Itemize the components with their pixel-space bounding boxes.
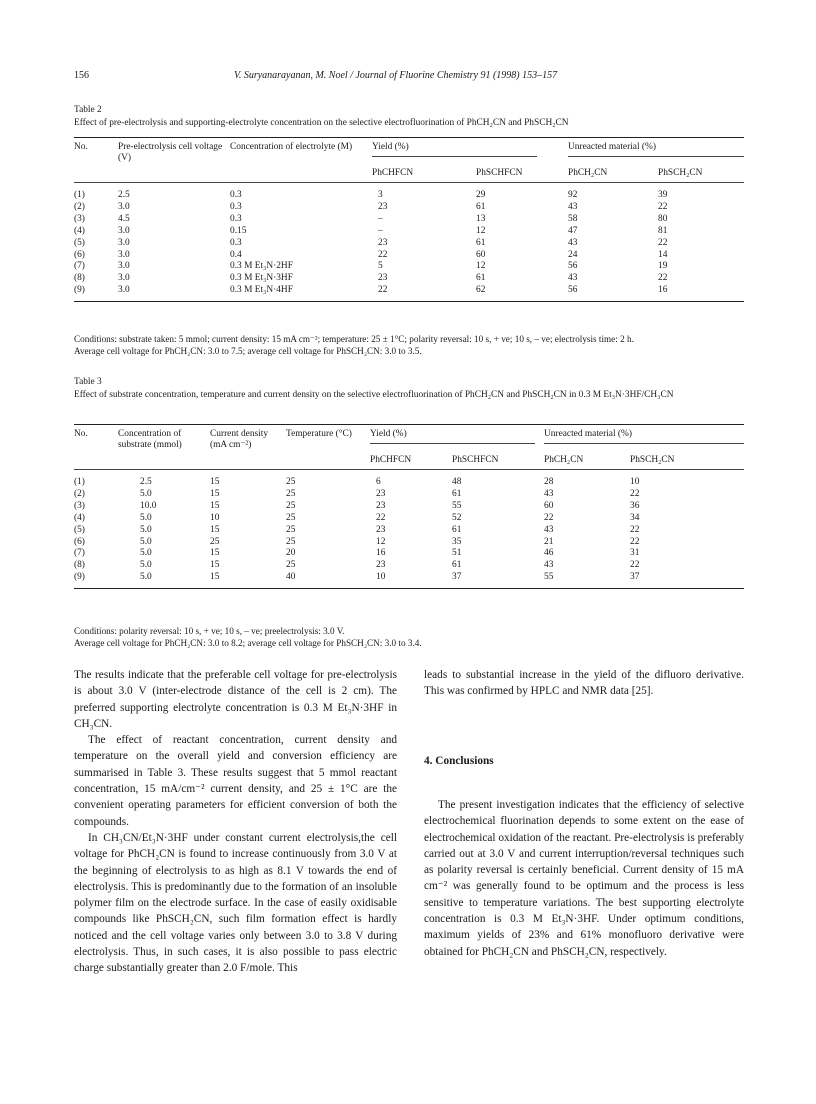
body-left-column <box>74 667 397 977</box>
table-cell: (4) <box>74 512 85 523</box>
table2-header-voltage: Pre-electrolysis cell voltage (V) <box>118 138 230 165</box>
table-cell: 61 <box>476 237 486 248</box>
table-cell: 23 <box>378 273 388 284</box>
table3-subheader: PhCH₂CN <box>544 451 630 470</box>
table-cell: 46 <box>544 548 554 559</box>
table-cell: (1) <box>74 477 85 487</box>
table-cell: (3) <box>74 500 85 511</box>
table-cell: 23 <box>378 201 388 212</box>
table-cell: 25 <box>286 500 296 511</box>
table-row <box>74 202 744 214</box>
table-row <box>74 525 744 537</box>
table-cell: 5.0 <box>140 548 152 559</box>
table-cell: 0.4 <box>230 249 242 260</box>
table-cell: 25 <box>286 488 296 499</box>
table-cell: 80 <box>658 213 668 224</box>
table-cell: 25 <box>286 512 296 523</box>
table-cell: 36 <box>630 500 640 511</box>
table-cell: 22 <box>658 237 668 248</box>
table-row <box>74 548 744 560</box>
table-row <box>74 285 744 301</box>
table-cell: 3.0 <box>118 273 130 284</box>
table-cell: (5) <box>74 237 85 248</box>
table-cell: 22 <box>630 524 640 535</box>
table2-subheader: PhCHFCN <box>372 164 476 183</box>
table-row <box>74 183 744 202</box>
table-cell: 3.0 <box>118 285 230 301</box>
table-cell: 0.3 <box>230 190 242 200</box>
table3-header-unreacted: Unreacted material (%) <box>544 429 744 444</box>
table-cell: (6) <box>74 536 85 547</box>
table-cell: (8) <box>74 273 85 284</box>
table-cell: (8) <box>74 560 85 571</box>
table-cell: 15 <box>210 500 220 511</box>
table2-label: Table 2 <box>74 105 102 115</box>
table-cell: 56 <box>568 285 658 301</box>
paragraph: The results indicate that the preferable cell voltage for pre-electrolysis is about 3.0 V (inter-electrode distance of the cell is 2 cm). The preferred supporting electrolyte concentration is 0.3 M Et₃N·3HF in CH₃CN. <box>74 669 397 730</box>
section-heading: 4. Conclusions <box>424 755 494 767</box>
table-cell: 15 <box>210 560 220 571</box>
table-cell: (9) <box>74 285 118 301</box>
table-cell: 15 <box>210 477 220 487</box>
table-cell: (3) <box>74 213 85 224</box>
table-cell: (2) <box>74 488 85 499</box>
table-cell: 22 <box>658 201 668 212</box>
table2-caption-text: Effect of pre-electrolysis and supporting-electrolyte concentration on the selective electrofluorination of PhCH₂CN and PhSCH₂CN <box>74 118 569 128</box>
table-cell: – <box>378 213 383 224</box>
table-cell: 22 <box>378 249 388 260</box>
table-cell: 25 <box>286 536 296 547</box>
table-cell: 43 <box>544 488 554 499</box>
table-cell: 52 <box>452 512 462 523</box>
table-cell: 35 <box>452 536 462 547</box>
table-row <box>74 470 744 489</box>
table-cell: 14 <box>658 249 668 260</box>
table-cell: 15 <box>210 524 220 535</box>
table3-subheader: PhCHFCN <box>370 451 452 470</box>
table-row <box>74 214 744 226</box>
table-cell: 5.0 <box>118 572 210 588</box>
table-cell: 20 <box>286 548 296 559</box>
table-cell: – <box>378 225 383 236</box>
table-cell: 61 <box>452 488 462 499</box>
table-row <box>74 572 744 588</box>
table3-subheader: PhSCHFCN <box>452 451 544 470</box>
table-cell: 15 <box>210 488 220 499</box>
table2-subheader: PhSCH₂CN <box>658 164 744 183</box>
table-cell: 56 <box>568 261 578 272</box>
table-cell: 28 <box>544 477 554 487</box>
table-row <box>74 226 744 238</box>
table-cell: 5 <box>378 261 383 272</box>
table-cell: 2.5 <box>118 190 130 200</box>
table-row <box>74 250 744 262</box>
table-cell: 5.0 <box>140 512 152 523</box>
table3-subheader: PhSCH₂CN <box>630 451 744 470</box>
table-cell: 62 <box>476 285 568 301</box>
table-cell: 5.0 <box>140 488 152 499</box>
page-number: 156 <box>74 70 89 81</box>
table-cell: 23 <box>376 524 386 535</box>
table-cell: 60 <box>476 249 486 260</box>
table3-header-current: Current density (mA cm⁻²) <box>210 425 286 452</box>
table-cell: 16 <box>658 285 744 301</box>
table-cell: 43 <box>568 273 578 284</box>
table-row <box>74 501 744 513</box>
table-cell: 37 <box>452 572 544 588</box>
table-row <box>74 238 744 250</box>
table-cell: (6) <box>74 249 85 260</box>
table-cell: 0.3 M Et₃N·2HF <box>230 261 293 272</box>
paragraph: In CH₃CN/Et₃N·3HF under constant current electrolysis,the cell voltage for PhCH₂CN is found to increase continuously from 3.0 V at the beginning of electrolysis to as high as 8.1 V towards the end of electrolysis. This is predominantly due to the formation of an insoluble polymer film on the electrode surface. In the case of easily oxidisable compounds like PhSCH₂CN, such film formation effect is hardly noticed and the cell voltage varies only between 3.0 to 3.8 V during electrolysis. Thus, in such cases, it is also possible to pass electric charge substantially greater than 2.0 F/mole. This <box>74 831 397 975</box>
table-cell: 0.3 M Et₃N·3HF <box>230 273 293 284</box>
table-cell: 29 <box>476 190 486 200</box>
table-cell: 51 <box>452 548 462 559</box>
table2-header-no: No. <box>74 138 118 165</box>
table-cell: (2) <box>74 201 85 212</box>
journal-citation: V. Suryanarayanan, M. Noel / Journal of Fluorine Chemistry 91 (1998) 153–157 <box>234 70 558 81</box>
table-cell: 3 <box>378 190 383 200</box>
table-cell: 43 <box>568 237 578 248</box>
table-cell: 92 <box>568 190 578 200</box>
table3-header-no: No. <box>74 425 118 452</box>
table-cell: 5.0 <box>140 524 152 535</box>
table-cell: 24 <box>568 249 578 260</box>
table2-notes <box>74 333 744 357</box>
table-cell: 48 <box>452 477 462 487</box>
table-cell: 3.0 <box>118 249 130 260</box>
table-cell: (5) <box>74 524 85 535</box>
table-cell: 55 <box>544 572 630 588</box>
table-cell: 43 <box>544 524 554 535</box>
table-cell: 15 <box>210 548 220 559</box>
table-cell: 22 <box>544 512 554 523</box>
table-row <box>74 261 744 273</box>
table-cell: 43 <box>544 560 554 571</box>
table-cell: 19 <box>658 261 668 272</box>
table-row <box>74 513 744 525</box>
table-row <box>74 537 744 549</box>
table2-subheader: PhSCHFCN <box>476 164 568 183</box>
table-cell: 40 <box>286 572 370 588</box>
table-cell: 22 <box>658 273 668 284</box>
table-cell: 12 <box>476 261 486 272</box>
table3-header-temp: Temperature (°C) <box>286 425 370 452</box>
table-cell: 0.3 <box>230 237 242 248</box>
table3-note: Average cell voltage for PhCH₂CN: 3.0 to 8.2; average cell voltage for PhSCH₂CN: 3.0 to 3.4. <box>74 638 422 648</box>
table-cell: 55 <box>452 500 462 511</box>
table-cell: 4.5 <box>118 213 130 224</box>
table2-caption <box>74 104 744 130</box>
table-cell: 5.0 <box>140 536 152 547</box>
table-cell: 61 <box>452 560 462 571</box>
table2-header-electrolyte: Concentration of electrolyte (M) <box>230 138 372 165</box>
table-cell: 0.3 M Et₃N·4HF <box>230 285 372 301</box>
table-cell: 6 <box>376 477 381 487</box>
table2 <box>74 137 744 302</box>
table-row <box>74 489 744 501</box>
table-cell: 10 <box>370 572 452 588</box>
table-cell: 31 <box>630 548 640 559</box>
table-cell: 25 <box>286 560 296 571</box>
paragraph: The present investigation indicates that the efficiency of selective electrochemical fluorination depends to some extent on the ease of electrochemical oxidation of the reactant. Pre-electrolysis is preferably carried out at 3.0 V and current interruption/reversal techniques such as polarity reversal is certainly beneficial. Current density of 15 mA cm⁻² was generally found to be optimum and the process is less sensitive to temperature variations. The best supporting electrolyte concentration is 0.3 M Et₃N·3HF. Under optimum conditions, maximum yields of 23% and 61% monofluoro derivative were obtained for PhCH₂CN and PhSCH₂CN, respectively. <box>424 799 744 958</box>
table-cell: 5.0 <box>140 560 152 571</box>
table-cell: 21 <box>544 536 554 547</box>
table-cell: 12 <box>476 225 486 236</box>
table-cell: 3.0 <box>118 237 130 248</box>
table-cell: 12 <box>376 536 386 547</box>
table-cell: 3.0 <box>118 225 130 236</box>
table-cell: 22 <box>630 536 640 547</box>
table3-label: Table 3 <box>74 377 102 387</box>
table3-header-conc: Concentration of substrate (mmol) <box>118 425 210 452</box>
table-cell: 81 <box>658 225 668 236</box>
table2-note: Conditions: substrate taken: 5 mmol; current density: 15 mA cm⁻²; temperature: 25 ± 1°C; polarity reversal: 10 s, + ve; 10 s, – ve; electrolysis time: 2 h. <box>74 334 634 344</box>
table3-note: Conditions: polarity reversal: 10 s, + ve; 10 s, – ve; preelectrolysis: 3.0 V. <box>74 626 345 636</box>
table-cell: 58 <box>568 213 578 224</box>
table-cell: 23 <box>378 237 388 248</box>
table-cell: 3.0 <box>118 201 130 212</box>
table2-note: Average cell voltage for PhCH₂CN: 3.0 to 7.5; average cell voltage for PhSCH₂CN: 3.0 to 3.5. <box>74 346 422 356</box>
table-cell: 15 <box>210 572 286 588</box>
body-right-top <box>424 667 744 700</box>
table-cell: 23 <box>376 560 386 571</box>
table-cell: (9) <box>74 572 118 588</box>
table3 <box>74 424 744 589</box>
table-cell: 25 <box>210 536 220 547</box>
table-cell: (7) <box>74 261 85 272</box>
table2-header-yield: Yield (%) <box>372 142 537 157</box>
table-cell: 25 <box>286 524 296 535</box>
table2-subheader: PhCH₂CN <box>568 164 658 183</box>
table3-notes <box>74 625 744 649</box>
table-cell: 10 <box>630 477 640 487</box>
table-row <box>74 560 744 572</box>
paragraph: The effect of reactant concentration, current density and temperature on the overall yield and conversion efficiency are summarised in Table 3. These results suggest that 5 mmol reactant concentration, 15 mA/cm⁻² current density, and 25 ± 1°C are the convenient operating parameters for efficient conversion of both the compounds. <box>74 734 397 828</box>
table-cell: 10.0 <box>140 500 157 511</box>
table-cell: 34 <box>630 512 640 523</box>
table-cell: 22 <box>372 285 476 301</box>
table-cell: (7) <box>74 548 85 559</box>
table-cell: 22 <box>376 512 386 523</box>
table-cell: 22 <box>630 560 640 571</box>
table3-header-yield: Yield (%) <box>370 429 535 444</box>
table-cell: 13 <box>476 213 486 224</box>
table-cell: 10 <box>210 512 220 523</box>
table-cell: 0.3 <box>230 201 242 212</box>
table-cell: 3.0 <box>118 261 130 272</box>
table-cell: 47 <box>568 225 578 236</box>
table-cell: (1) <box>74 190 85 200</box>
paragraph: leads to substantial increase in the yield of the difluoro derivative. This was confirmed by HPLC and NMR data [25]. <box>424 669 744 698</box>
body-right-conclusion <box>424 797 744 960</box>
table-cell: 22 <box>630 488 640 499</box>
table3-caption-text: Effect of substrate concentration, temperature and current density on the selective electrofluorination of PhCH₂CN and PhSCH₂CN in 0.3 M Et₃N·3HF/CH₃CN <box>74 390 674 400</box>
table3-caption <box>74 376 744 402</box>
table-row <box>74 273 744 285</box>
table-cell: 2.5 <box>140 477 152 487</box>
table-cell: 0.3 <box>230 213 242 224</box>
table-cell: 61 <box>476 273 486 284</box>
table-cell: 61 <box>476 201 486 212</box>
table-cell: 25 <box>286 477 296 487</box>
table2-header-unreacted: Unreacted material (%) <box>568 142 744 157</box>
table-cell: 43 <box>568 201 578 212</box>
table-cell: 23 <box>376 500 386 511</box>
table-cell: 23 <box>376 488 386 499</box>
table-cell: 61 <box>452 524 462 535</box>
table-cell: 37 <box>630 572 744 588</box>
table-cell: 39 <box>658 190 668 200</box>
table-cell: 60 <box>544 500 554 511</box>
table-cell: 16 <box>376 548 386 559</box>
table-cell: 0.15 <box>230 225 247 236</box>
table-cell: (4) <box>74 225 85 236</box>
